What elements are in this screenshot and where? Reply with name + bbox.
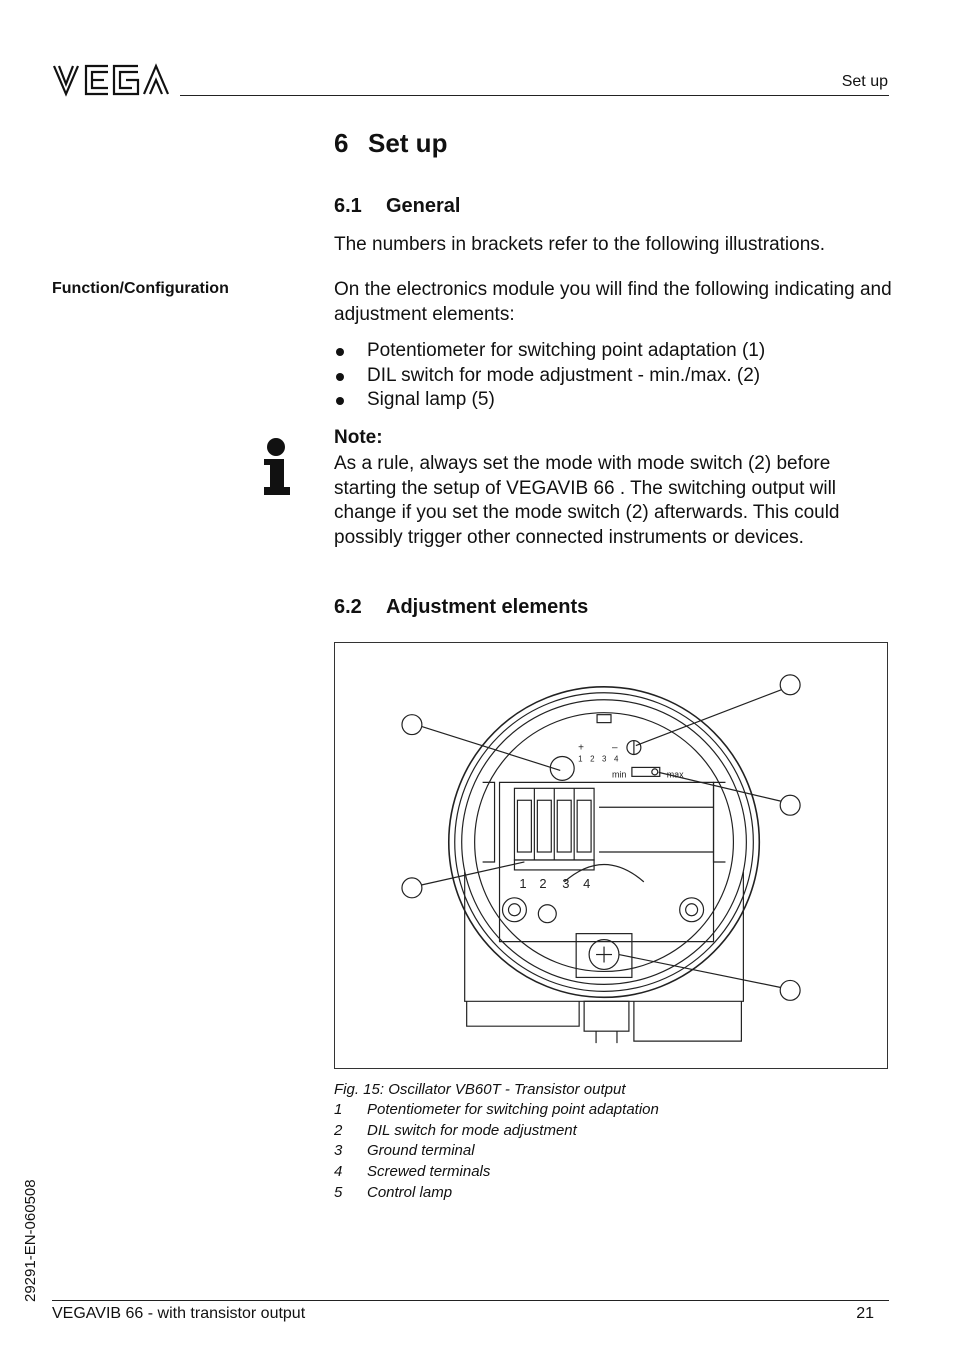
panel-label-pin: 2 bbox=[590, 754, 595, 764]
oscillator-figure bbox=[334, 642, 888, 1069]
section-adjustment-number: 6.2 bbox=[334, 596, 362, 618]
list-item: Signal lamp (5) bbox=[334, 388, 894, 413]
margin-label-function: Function/Configuration bbox=[52, 280, 229, 297]
bullet-icon bbox=[336, 373, 344, 381]
footer-product: VEGAVIB 66 - with transistor output bbox=[52, 1305, 306, 1322]
chapter-title bbox=[334, 128, 447, 159]
terminal-number: 3 bbox=[562, 875, 570, 891]
legend-item: 1 Potentiometer for switching point adaptation bbox=[334, 1101, 659, 1118]
footer-rule bbox=[52, 1300, 889, 1301]
chapter-number: 6 bbox=[334, 128, 349, 158]
terminal-number: 2 bbox=[539, 875, 547, 891]
legend-item: 4 Screwed terminals bbox=[334, 1163, 491, 1181]
note-text: As a rule, always set the mode with mode switch (2) before starting the setup of VEGAVIB 66 . The switching output will change if you set the mode switch (2) afterwards. This could possibly trigger other connected instruments or devices. bbox=[334, 453, 840, 548]
list-item: DIL switch for mode adjustment - min./max. (2) bbox=[334, 364, 894, 389]
terminal-number: 4 bbox=[583, 875, 591, 891]
panel-label-min: min bbox=[611, 769, 627, 780]
section-adjustment-title: Adjustment elements bbox=[386, 596, 589, 618]
section-general-number: 6.1 bbox=[334, 195, 362, 217]
bullet-icon bbox=[336, 397, 344, 405]
info-icon bbox=[262, 437, 292, 497]
panel-label-max: max bbox=[666, 769, 684, 780]
section-adjustment-heading bbox=[334, 596, 588, 619]
adjustment-elements-list bbox=[334, 339, 894, 413]
panel-label-minus: – bbox=[611, 742, 618, 754]
list-item: Potentiometer for switching point adaptation (1) bbox=[334, 339, 894, 364]
page-number: 21 bbox=[856, 1305, 874, 1322]
panel-label-plus: + bbox=[578, 742, 584, 754]
legend-item: 3 Ground terminal bbox=[334, 1142, 475, 1160]
vega-logo bbox=[52, 62, 170, 98]
legend-item: 5 Control lamp bbox=[334, 1183, 453, 1201]
header-rule bbox=[180, 95, 889, 96]
note-title: Note: bbox=[334, 427, 383, 448]
panel-label-pin: 3 bbox=[602, 754, 607, 764]
document-code: 29291-EN-060508 bbox=[22, 1179, 39, 1302]
general-intro: The numbers in brackets refer to the following illustrations. bbox=[334, 234, 826, 255]
chapter-title-text: Set up bbox=[368, 128, 448, 158]
running-head: Set up bbox=[841, 73, 888, 90]
bullet-icon bbox=[336, 348, 344, 356]
figure-legend bbox=[334, 1100, 659, 1204]
panel-label-pin: 4 bbox=[613, 754, 619, 764]
oscillator-drawing bbox=[335, 643, 887, 1068]
legend-item: 2 DIL switch for mode adjustment bbox=[334, 1121, 577, 1139]
section-general-heading bbox=[334, 195, 460, 218]
section-general-title: General bbox=[386, 195, 461, 217]
figure-caption: Fig. 15: Oscillator VB60T - Transistor output bbox=[334, 1081, 626, 1098]
panel-label-pin: 1 bbox=[578, 754, 583, 764]
general-paragraph: On the electronics module you will find the following indicating and adjustment elements: bbox=[334, 279, 892, 325]
terminal-number: 1 bbox=[519, 875, 527, 891]
